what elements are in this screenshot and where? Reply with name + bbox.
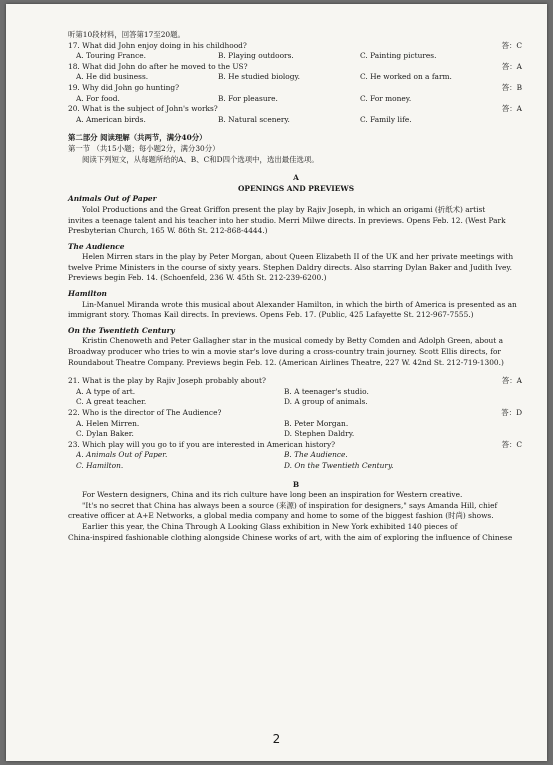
question-19 (68, 83, 524, 104)
reading-questions (68, 376, 524, 471)
passage-line: Earlier this year, the China Through A Looking Glass exhibition in New York exhibited 140 pieces of (82, 521, 458, 531)
page-number: 2 (272, 732, 281, 746)
listing-line: immigrant story. Thomas Kail directs. In previews. Opens Feb. 17. (Public, 425 Lafayette St. 212-967-7555.) (68, 310, 474, 320)
option-c: C. He worked on a farm. (360, 72, 452, 82)
listing-on-the-twentieth-century (68, 326, 524, 368)
option-d: D. Stephen Daldry. (284, 429, 355, 439)
option-c: C. Dylan Baker. (76, 429, 134, 439)
option-b: B. He studied biology. (218, 72, 300, 82)
option-a: A. For food. (76, 93, 120, 103)
listing-heading: On the Twentieth Century (68, 325, 175, 335)
question-17 (68, 41, 524, 62)
page-content (68, 30, 524, 543)
passage-line: China-inspired fashionable clothing alongside Chinese works of art, with the aim of exploring the influence of Chinese (68, 532, 513, 542)
passage-line: For Western designers, China and its rich culture have long been an inspiration for Western creative. (82, 490, 463, 500)
answer: 答：A (501, 376, 522, 386)
listing-line: Yolol Productions and the Great Griffon present the play by Rajiv Joseph, in which an origami (折纸术) artist (82, 204, 486, 214)
exam-page (6, 4, 547, 761)
option-b: B. Playing outdoors. (218, 51, 294, 61)
question-text: 21. What is the play by Rajiv Joseph probably about? (68, 376, 266, 386)
option-c: C. Hamilton. (76, 460, 124, 470)
listing-line: invites a teenage talent and his teacher into her studio. Merri Milwe directs. In previews. Opens Feb. 12. (West Park (68, 215, 506, 225)
listing-heading: Hamilton (68, 289, 107, 299)
listening-questions (68, 41, 524, 126)
option-b: B. A teenager's studio. (284, 386, 369, 396)
passage-b-body (68, 490, 524, 543)
option-c: C. Family life. (360, 114, 412, 124)
listing-line: Previews begin Feb. 14. (Schoenfeld, 236 W. 45th St. 212-239-6200.) (68, 273, 327, 283)
listing-line: twelve Prime Ministers in the course of sixty years. Stephen Daldry directs. Also starring Dylan Baker and Judith Ivey. (68, 262, 512, 272)
passage-line: "It's no secret that China has always been a source (来源) of inspiration for designers," says Amanda Hill, chief (82, 500, 498, 510)
passage-line: creative officer at A+E Networks, a global media company and home to some of the biggest fashion (时尚) shows. (68, 511, 494, 521)
option-c: C. A great teacher. (76, 397, 147, 407)
question-20 (68, 104, 524, 125)
listing-line: Helen Mirren stars in the play by Peter Morgan, about Queen Elizabeth II of the UK and her private meetings with (82, 252, 514, 262)
answer: 答：C (501, 439, 522, 449)
question-text: 17. What did John enjoy doing in his childhood? (68, 40, 247, 50)
listening-intro: 听第10段材料，回答第17至20题。 (68, 30, 185, 39)
question-21 (68, 376, 524, 408)
option-a: A. Helen Mirren. (76, 418, 140, 428)
listing-hamilton (68, 289, 524, 321)
passage-b-letter: B (292, 479, 300, 489)
answer: 答：B (501, 82, 522, 92)
question-text: 19. Why did John go hunting? (68, 82, 180, 92)
option-d: D. A group of animals. (284, 397, 368, 407)
option-a: A. He did business. (76, 72, 149, 82)
part-two-title: 第二部分 阅读理解（共两节，满分40分） (68, 133, 207, 143)
listing-line: Broadway producer who tries to win a movie star's love during a cross-country train journey. Scott Ellis directs, for (68, 347, 501, 357)
reading-instruction: 阅读下列短文，从每题所给的A、B、C和D四个选项中，选出最佳选项。 (82, 154, 319, 164)
listing-heading: The Audience (68, 241, 125, 251)
listing-the-audience (68, 242, 524, 284)
option-b: B. Natural scenery. (218, 114, 290, 124)
listing-line: Roundabout Theatre Company. Previews begin Feb. 12. (American Airlines Theatre, 227 W. 42nd St. 212-719-1300.) (68, 357, 504, 367)
option-a: A. Animals Out of Paper. (76, 450, 168, 460)
listing-line: Kristin Chenoweth and Peter Gallagher star in the musical comedy by Betty Comden and Adolph Green, about a (82, 336, 504, 346)
passage-a-letter: A (293, 173, 299, 183)
question-text: 18. What did John do after he moved to the US? (68, 61, 248, 71)
option-b: B. The Audience. (284, 450, 348, 460)
section-one-title: 第一节 （共15小题；每小题2分，满分30分） (68, 143, 220, 153)
listing-animals-out-of-paper (68, 194, 524, 236)
listing-line: Presbyterian Church, 165 W. 86th St. 212-868-4444.) (68, 226, 268, 236)
answer: 答：A (501, 61, 522, 71)
listing-line: Lin-Manuel Miranda wrote this musical about Alexander Hamilton, in which the birth of America is presented as an (82, 299, 517, 309)
option-a: A. A type of art. (76, 386, 136, 396)
listing-heading: Animals Out of Paper (68, 194, 157, 204)
question-22 (68, 408, 524, 440)
question-text: 20. What is the subject of John's works? (68, 104, 218, 114)
answer: 答：D (501, 408, 522, 417)
question-18 (68, 62, 524, 83)
answer: 答：C (501, 40, 522, 50)
option-c: C. For money. (360, 93, 412, 103)
option-a: A. American birds. (76, 114, 146, 124)
passage-a-title: OPENINGS AND PREVIEWS (237, 183, 355, 193)
option-d: D. On the Twentieth Century. (284, 460, 394, 470)
option-b: B. For pleasure. (218, 93, 278, 103)
question-23 (68, 440, 524, 472)
question-text: 22. Who is the director of The Audience? (68, 408, 222, 417)
option-b: B. Peter Morgan. (284, 418, 349, 428)
option-a: A. Touring France. (76, 51, 147, 61)
answer: 答：A (501, 104, 522, 114)
question-text: 23. Which play will you go to if you are interested in American history? (68, 439, 336, 449)
option-c: C. Painting pictures. (360, 51, 437, 61)
